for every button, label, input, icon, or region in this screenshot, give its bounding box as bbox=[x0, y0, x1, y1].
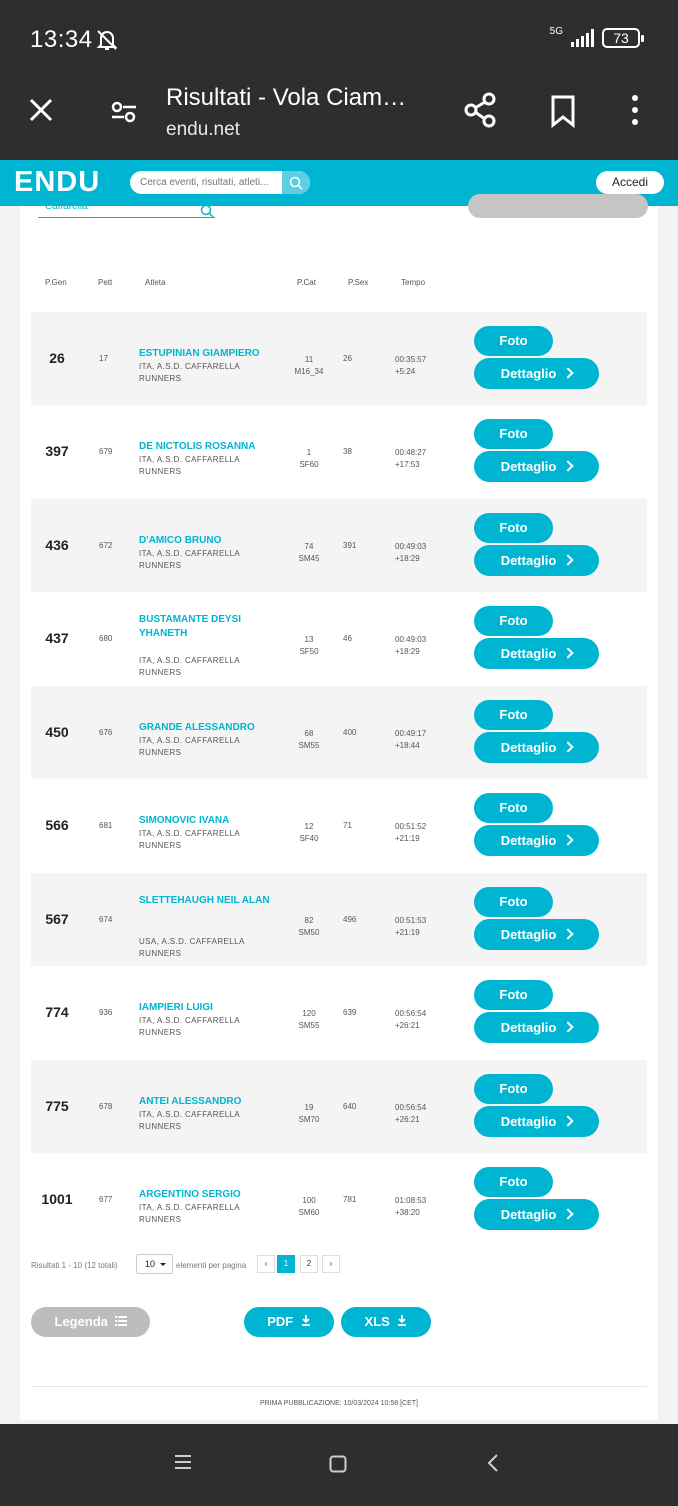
header-atleta[interactable]: Atleta bbox=[145, 278, 166, 287]
search-icon[interactable] bbox=[200, 204, 214, 223]
detail-button[interactable]: Dettaglio bbox=[474, 451, 599, 482]
time-value: 01:08:53 bbox=[395, 1196, 427, 1205]
overall-position: 774 bbox=[45, 1004, 69, 1020]
category-position: 1 bbox=[306, 448, 312, 457]
finish-time bbox=[395, 1102, 426, 1126]
results-card bbox=[20, 202, 658, 1420]
time-gap: +21:19 bbox=[395, 928, 420, 937]
category-rank bbox=[289, 1008, 329, 1032]
pdf-label: PDF bbox=[267, 1314, 294, 1329]
athlete-club: ITA, A.S.D. CAFFARELLA RUNNERS bbox=[139, 1203, 240, 1224]
table-row bbox=[31, 873, 647, 966]
athlete-club: ITA, A.S.D. CAFFARELLA RUNNERS bbox=[139, 1016, 240, 1037]
system-nav-bar bbox=[0, 1424, 678, 1506]
page-url: endu.net bbox=[166, 119, 240, 140]
time-gap: +5:24 bbox=[395, 367, 416, 376]
signal-icon bbox=[571, 29, 594, 47]
finish-time bbox=[395, 541, 426, 565]
search-input[interactable] bbox=[130, 171, 282, 194]
table-row bbox=[31, 686, 647, 779]
category-position: 11 bbox=[304, 355, 314, 364]
status-bar bbox=[0, 0, 678, 80]
network-type: 5G bbox=[549, 26, 563, 37]
overall-position: 436 bbox=[45, 537, 69, 553]
photo-button[interactable]: Foto bbox=[474, 326, 553, 356]
category-rank bbox=[289, 1195, 329, 1219]
photo-button[interactable]: Foto bbox=[474, 980, 553, 1010]
athlete-club: ITA, A.S.D. CAFFARELLA RUNNERS bbox=[139, 549, 240, 570]
finish-time bbox=[395, 915, 426, 939]
category-position: 12 bbox=[304, 822, 314, 831]
download-button[interactable] bbox=[468, 194, 648, 218]
finish-time bbox=[395, 821, 426, 845]
detail-button[interactable]: Dettaglio bbox=[474, 1199, 599, 1230]
header-pcat[interactable]: P.Cat bbox=[297, 278, 316, 287]
athlete-club: ITA, A.S.D. CAFFARELLA RUNNERS bbox=[139, 656, 240, 677]
time-value: 00:49:03 bbox=[395, 542, 427, 551]
athlete-name-link[interactable]: SLETTEHAUGH NEIL ALAN bbox=[139, 895, 270, 906]
bib-number: 674 bbox=[99, 915, 113, 924]
detail-button[interactable]: Dettaglio bbox=[474, 919, 599, 950]
photo-button[interactable]: Foto bbox=[474, 419, 553, 449]
table-row bbox=[31, 405, 647, 498]
bib-number: 936 bbox=[99, 1008, 113, 1017]
athlete-name-link[interactable]: SIMONOVIC IVANA bbox=[139, 815, 230, 826]
sex-position: 400 bbox=[343, 728, 357, 737]
table-row bbox=[31, 1153, 647, 1246]
bib-number: 17 bbox=[99, 354, 108, 363]
time-gap: +18:29 bbox=[395, 647, 420, 656]
bib-number: 679 bbox=[99, 447, 113, 456]
pagination bbox=[20, 1254, 658, 1274]
category-name: SF40 bbox=[299, 834, 319, 843]
recent-apps-icon[interactable] bbox=[174, 1454, 192, 1475]
photo-button[interactable]: Foto bbox=[474, 700, 553, 730]
overall-position: 567 bbox=[45, 911, 69, 927]
finish-time bbox=[395, 728, 426, 752]
sex-position: 781 bbox=[343, 1195, 357, 1204]
athlete-name-link[interactable]: D'AMICO BRUNO bbox=[139, 535, 222, 546]
category-position: 68 bbox=[304, 729, 314, 738]
sex-position: 639 bbox=[343, 1008, 357, 1017]
athlete-club: USA, A.S.D. CAFFARELLA RUNNERS bbox=[139, 937, 245, 958]
divider bbox=[31, 1386, 647, 1387]
home-icon[interactable] bbox=[329, 1455, 347, 1478]
table-header bbox=[20, 278, 658, 292]
overall-position: 450 bbox=[45, 724, 69, 740]
bib-number: 678 bbox=[99, 1102, 113, 1111]
category-rank bbox=[289, 634, 329, 658]
athlete-name-link[interactable]: GRANDE ALESSANDRO bbox=[139, 722, 255, 733]
table-row bbox=[31, 779, 647, 872]
site-search bbox=[130, 171, 310, 194]
time-value: 00:49:17 bbox=[395, 729, 427, 738]
bib-number: 672 bbox=[99, 541, 113, 550]
download-icon bbox=[397, 1315, 407, 1326]
sex-position: 640 bbox=[343, 1102, 357, 1111]
sex-position: 71 bbox=[343, 821, 352, 830]
finish-time bbox=[395, 1195, 426, 1219]
athlete-name-link[interactable]: ESTUPINIAN GIAMPIERO bbox=[139, 348, 260, 359]
page-settings-icon[interactable] bbox=[110, 100, 138, 129]
page-2-button[interactable]: 2 bbox=[300, 1255, 318, 1273]
page-title: Risultati - Vola Ciam… bbox=[166, 84, 407, 111]
time-gap: +18:29 bbox=[395, 554, 420, 563]
detail-button[interactable]: Dettaglio bbox=[474, 1012, 599, 1043]
athlete-filter-input[interactable]: Caffarella bbox=[38, 202, 215, 218]
category-name: SF50 bbox=[299, 647, 319, 656]
category-rank bbox=[289, 821, 329, 845]
detail-button[interactable]: Dettaglio bbox=[474, 358, 599, 389]
category-rank bbox=[289, 541, 329, 565]
athlete-name-link[interactable]: ANTEI ALESSANDRO bbox=[139, 1096, 242, 1107]
category-name: SM60 bbox=[298, 1208, 320, 1217]
athlete-name-link[interactable]: IAMPIERI LUIGI bbox=[139, 1002, 213, 1013]
athlete-name-link[interactable]: DE NICTOLIS ROSANNA bbox=[139, 441, 256, 452]
table-row bbox=[31, 1060, 647, 1153]
battery-icon: 73 bbox=[602, 28, 640, 48]
table-row bbox=[31, 312, 647, 405]
finish-time bbox=[395, 634, 426, 658]
detail-button[interactable]: Dettaglio bbox=[474, 545, 599, 576]
category-name: SM70 bbox=[298, 1115, 320, 1124]
legend-label: Legenda bbox=[54, 1314, 108, 1329]
category-rank bbox=[289, 915, 329, 939]
xls-download-button[interactable] bbox=[341, 1307, 431, 1337]
time-gap: +26:21 bbox=[395, 1115, 420, 1124]
bib-number: 680 bbox=[99, 634, 113, 643]
legend-button[interactable] bbox=[31, 1307, 150, 1337]
category-position: 100 bbox=[302, 1196, 316, 1205]
photo-button[interactable]: Foto bbox=[474, 1074, 553, 1104]
time-value: 00:56:54 bbox=[395, 1009, 427, 1018]
photo-button[interactable]: Foto bbox=[474, 606, 553, 636]
sex-position: 391 bbox=[343, 541, 357, 550]
category-name: SM50 bbox=[298, 928, 320, 937]
overall-position: 566 bbox=[45, 817, 69, 833]
overall-position: 26 bbox=[49, 350, 65, 366]
detail-button[interactable]: Dettaglio bbox=[474, 1106, 599, 1137]
bib-number: 677 bbox=[99, 1195, 113, 1204]
category-rank bbox=[289, 728, 329, 752]
category-name: SF60 bbox=[299, 460, 319, 469]
results-summary: Risultati 1 - 10 (12 totali) bbox=[31, 1261, 118, 1270]
photo-button[interactable]: Foto bbox=[474, 793, 553, 823]
sex-position: 38 bbox=[343, 447, 352, 456]
browser-toolbar bbox=[0, 80, 678, 160]
photo-button[interactable]: Foto bbox=[474, 513, 553, 543]
athlete-name-link[interactable]: ARGENTINO SERGIO bbox=[139, 1189, 241, 1200]
share-icon[interactable] bbox=[462, 92, 498, 133]
table-row bbox=[31, 499, 647, 592]
time-value: 00:35:57 bbox=[395, 355, 427, 364]
finish-time bbox=[395, 447, 426, 471]
bell-muted-icon bbox=[94, 27, 120, 58]
category-position: 120 bbox=[302, 1009, 316, 1018]
time-gap: +21:19 bbox=[395, 834, 420, 843]
bookmark-icon[interactable] bbox=[548, 94, 578, 133]
athlete-name-link[interactable]: BUSTAMANTE DEYSI YHANETH bbox=[139, 614, 242, 639]
athlete-club: ITA, A.S.D. CAFFARELLA RUNNERS bbox=[139, 736, 240, 757]
category-position: 82 bbox=[304, 916, 314, 925]
sex-position: 26 bbox=[343, 354, 352, 363]
header-psex[interactable]: P.Sex bbox=[348, 278, 369, 287]
next-page-button[interactable]: › bbox=[322, 1255, 340, 1273]
time-gap: +17:53 bbox=[395, 460, 420, 469]
overall-position: 437 bbox=[45, 630, 69, 646]
overall-position: 1001 bbox=[41, 1191, 73, 1207]
photo-button[interactable]: Foto bbox=[474, 1167, 553, 1197]
overall-position: 775 bbox=[45, 1098, 69, 1114]
detail-button[interactable]: Dettaglio bbox=[474, 732, 599, 763]
pdf-download-button[interactable] bbox=[244, 1307, 334, 1337]
endu-logo[interactable]: ENDU bbox=[14, 166, 101, 198]
time-value: 00:56:54 bbox=[395, 1103, 427, 1112]
bib-number: 676 bbox=[99, 728, 113, 737]
time-gap: +26:21 bbox=[395, 1021, 420, 1030]
publication-date: PRIMA PUBBLICAZIONE: 10/03/2024 10:58 [CET] bbox=[260, 1400, 418, 1407]
photo-button[interactable]: Foto bbox=[474, 887, 553, 917]
overall-position: 397 bbox=[45, 443, 69, 459]
athlete-club: ITA, A.S.D. CAFFARELLA RUNNERS bbox=[139, 1110, 240, 1131]
close-icon[interactable] bbox=[28, 97, 54, 128]
table-row bbox=[31, 966, 647, 1059]
page-1-button[interactable]: 1 bbox=[277, 1255, 295, 1273]
search-icon[interactable] bbox=[282, 171, 310, 194]
time-value: 00:49:03 bbox=[395, 635, 427, 644]
list-icon bbox=[115, 1316, 127, 1326]
category-name: M16_34 bbox=[294, 367, 324, 376]
athlete-club: ITA, A.S.D. CAFFARELLA RUNNERS bbox=[139, 829, 240, 850]
category-position: 19 bbox=[304, 1103, 314, 1112]
page-size-select[interactable]: 10 bbox=[136, 1254, 173, 1274]
time-value: 00:51:52 bbox=[395, 822, 427, 831]
finish-time bbox=[395, 354, 426, 378]
header-pgen[interactable]: P.Gen bbox=[45, 278, 67, 287]
login-button[interactable]: Accedi bbox=[596, 171, 664, 194]
athlete-club: ITA, A.S.D. CAFFARELLA RUNNERS bbox=[139, 362, 240, 383]
header-tempo[interactable]: Tempo bbox=[401, 278, 426, 287]
category-rank bbox=[289, 447, 329, 471]
category-position: 13 bbox=[304, 635, 314, 644]
detail-button[interactable]: Dettaglio bbox=[474, 638, 599, 669]
finish-time bbox=[395, 1008, 426, 1032]
header-pett[interactable]: Pett bbox=[98, 278, 113, 287]
category-rank bbox=[289, 1102, 329, 1126]
download-icon bbox=[301, 1315, 311, 1326]
category-rank bbox=[289, 354, 329, 378]
per-page-label: elementi per pagina bbox=[176, 1261, 247, 1270]
time-gap: +18:44 bbox=[395, 741, 420, 750]
prev-page-button[interactable]: ‹ bbox=[257, 1255, 275, 1273]
category-name: SM55 bbox=[298, 1021, 320, 1030]
time-gap: +38:20 bbox=[395, 1208, 420, 1217]
bib-number: 681 bbox=[99, 821, 113, 830]
status-time: 13:34 bbox=[30, 26, 93, 53]
time-value: 00:48:27 bbox=[395, 448, 427, 457]
xls-label: XLS bbox=[364, 1314, 390, 1329]
more-options-icon[interactable] bbox=[630, 94, 640, 131]
category-name: SM55 bbox=[298, 741, 320, 750]
category-name: SM45 bbox=[298, 554, 320, 563]
detail-button[interactable]: Dettaglio bbox=[474, 825, 599, 856]
table-row bbox=[31, 592, 647, 685]
sex-position: 46 bbox=[343, 634, 352, 643]
sex-position: 496 bbox=[343, 915, 357, 924]
time-value: 00:51:53 bbox=[395, 916, 427, 925]
athlete-club: ITA, A.S.D. CAFFARELLA RUNNERS bbox=[139, 455, 240, 476]
category-position: 74 bbox=[304, 542, 314, 551]
back-icon[interactable] bbox=[486, 1454, 500, 1477]
